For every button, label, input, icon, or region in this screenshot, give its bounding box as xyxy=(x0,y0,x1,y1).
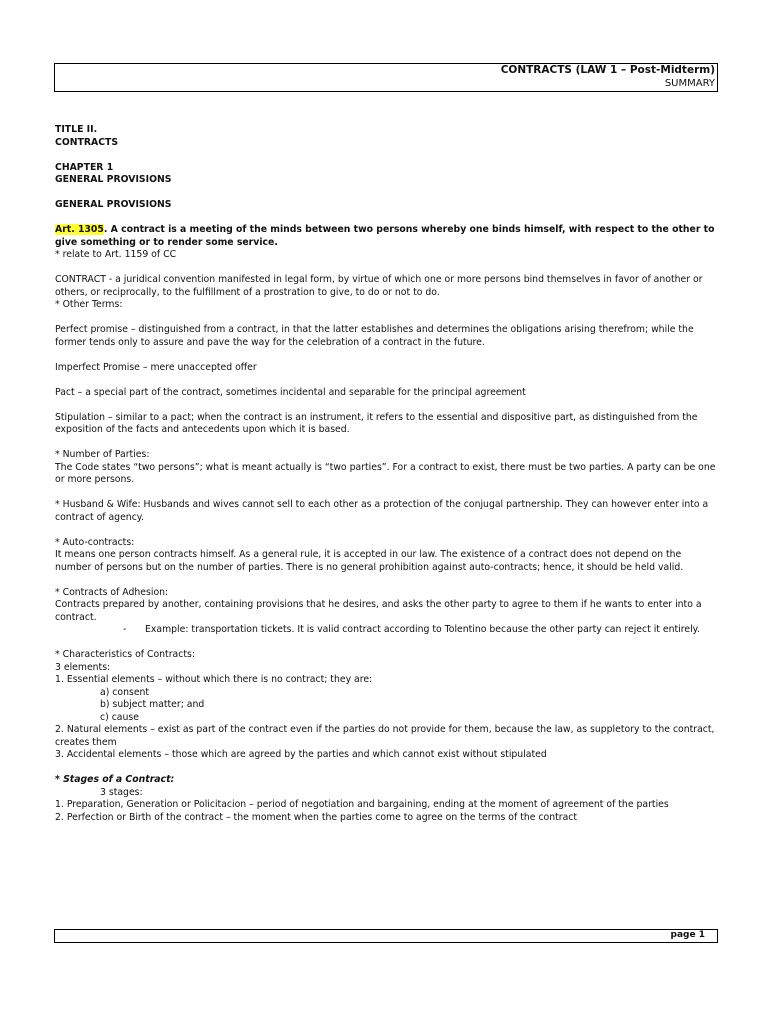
article-1305 xyxy=(55,224,717,249)
element-cause: c) cause xyxy=(100,711,139,723)
natural-elements: 2. Natural elements – exist as part of the contract even if the parties do not provide for them, because the law, as suppletory to the contract, creates them xyxy=(55,724,715,748)
number-of-parties-text: The Code states “two persons”; what is meant actually is “two parties”. For a contract to exist, there must be two parties. A party can be one or more persons. xyxy=(55,461,716,485)
auto-contracts-text: It means one person contracts himself. As a general rule, it is accepted in our law. The existence of a contract does not depend on the number of persons but on the number of parties. There is no general prohibition against auto-contracts; hence, it should be held valid. xyxy=(55,549,684,573)
pact-definition: Pact – a special part of the contract, sometimes incidental and separable for the principal agreement xyxy=(55,386,526,398)
document-subtitle: SUMMARY xyxy=(664,78,715,89)
title-line: TITLE II. xyxy=(55,124,98,135)
auto-contracts-heading: * Auto-contracts: xyxy=(55,536,135,548)
number-of-parties-heading: * Number of Parties: xyxy=(55,449,150,460)
chapter-name: GENERAL PROVISIONS xyxy=(55,174,172,185)
article-label: Art. 1305 xyxy=(55,224,104,235)
page-number: page 1 xyxy=(670,930,705,940)
stages-heading: * Stages of a Contract: xyxy=(55,774,175,785)
dash-bullet: - xyxy=(123,624,127,635)
essential-elements: 1. Essential elements – without which there is no contract; they are: xyxy=(55,674,373,685)
section-heading: GENERAL PROVISIONS xyxy=(55,199,172,210)
perfect-promise: Perfect promise – distinguished from a contract, in that the latter establishes and determines the obligations arising therefrom; while the former tends only to assure and pave the way for the celebration of a contract in the future. xyxy=(55,324,694,348)
contract-definition: CONTRACT - a juridical convention manifested in legal form, by virtue of which one or more persons bind themselves in favor of another or others, or reciprocally, to the fulfillment of a prostration to give, to do or not to do. xyxy=(55,274,703,298)
adhesion-heading: * Contracts of Adhesion: xyxy=(55,586,169,598)
other-terms-heading: * Other Terms: xyxy=(55,299,123,310)
stage-perfection: 2. Perfection or Birth of the contract – the moment when the parties come to agree on the terms of the contract xyxy=(55,811,578,823)
accidental-elements: 3. Accidental elements – those which are agreed by the parties and which cannot exist without stipulated xyxy=(55,749,547,760)
article-text: . A contract is a meeting of the minds between two persons whereby one binds himself, with respect to the other to give something or to render some service. xyxy=(55,224,715,248)
characteristics-heading: * Characteristics of Contracts: xyxy=(55,649,195,660)
page-footer xyxy=(54,929,718,943)
adhesion-example-text: Example: transportation tickets. It is valid contract according to Tolentino because the other party can reject it entirely. xyxy=(145,624,700,635)
stage-preparation: 1. Preparation, Generation or Policitacion – period of negotiation and bargaining, ending at the moment of agreement of the parties xyxy=(55,799,669,810)
element-consent: a) consent xyxy=(100,686,150,698)
document-body xyxy=(55,124,717,824)
document-title: CONTRACTS (LAW 1 – Post-Midterm) xyxy=(500,64,715,76)
adhesion-example xyxy=(55,624,717,637)
imperfect-promise: Imperfect Promise – mere unaccepted offer xyxy=(55,361,257,373)
title-name: CONTRACTS xyxy=(55,136,119,148)
element-subject-matter: b) subject matter; and xyxy=(100,699,205,710)
page-header xyxy=(54,63,718,92)
chapter-line: CHAPTER 1 xyxy=(55,161,114,173)
stages-count: 3 stages: xyxy=(100,786,143,798)
adhesion-text: Contracts prepared by another, containing provisions that he desires, and asks the other party to agree to them if he wants to enter into a contract. xyxy=(55,599,702,623)
stipulation-definition: Stipulation – similar to a pact; when the contract is an instrument, it refers to the essential and dispositive part, as distinguished from the exposition of the facts and antecedents upon which it is based. xyxy=(55,411,698,435)
characteristics-count: 3 elements: xyxy=(55,661,111,673)
article-relate-note: * relate to Art. 1159 of CC xyxy=(55,249,177,260)
husband-wife-note: * Husband & Wife: Husbands and wives cannot sell to each other as a protection of the conjugal partnership. They can however enter into a contract of agency. xyxy=(55,499,709,523)
